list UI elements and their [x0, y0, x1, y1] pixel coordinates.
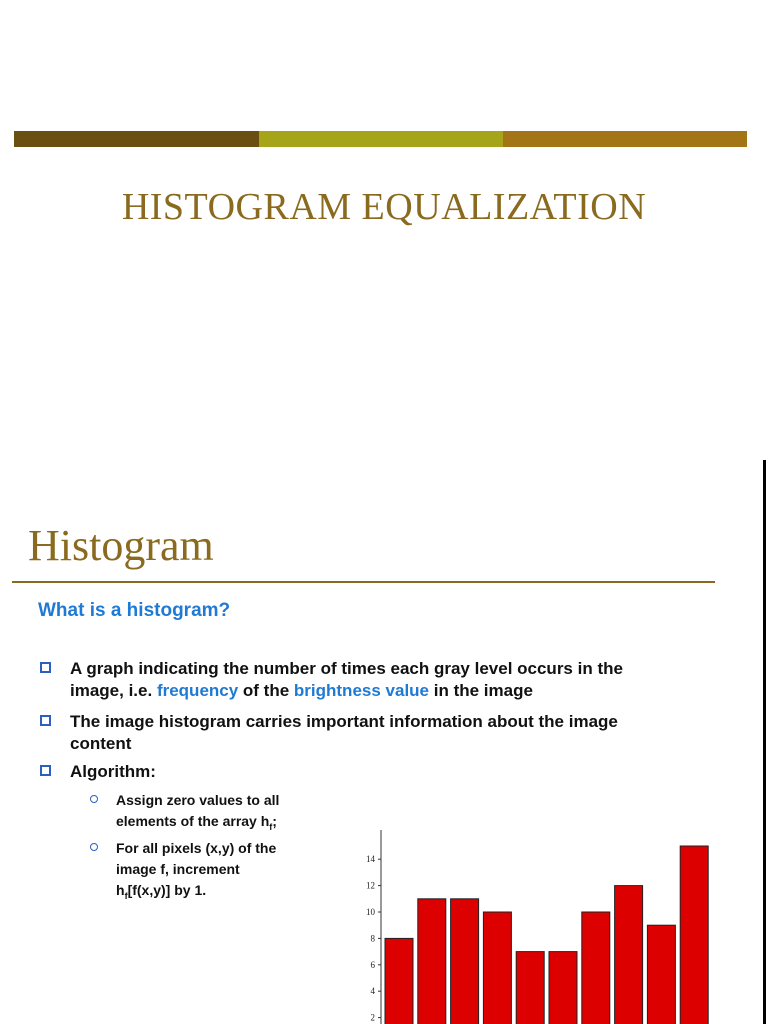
question-heading: What is a histogram?: [38, 600, 231, 621]
text: of the: [238, 681, 294, 700]
text: h: [116, 882, 125, 898]
sub-bullet-increment: [90, 838, 330, 902]
bullet-information: [42, 711, 742, 757]
y-tick-label: 14: [366, 854, 375, 865]
text: ;: [272, 813, 277, 829]
text: [f(x,y)] by 1.: [127, 882, 207, 898]
square-bullet-icon: [40, 765, 51, 776]
text: elements of the array h: [116, 813, 270, 829]
sub-bullet-line: [116, 811, 277, 838]
histogram-bar-1: [385, 938, 413, 1024]
histogram-bar-3: [451, 899, 479, 1024]
slide-title: HISTOGRAM EQUALIZATION: [121, 186, 647, 228]
bullet-line: Algorithm:: [70, 762, 156, 781]
bullet-definition: [42, 658, 742, 704]
heading-rule: [12, 581, 715, 583]
square-bullet-icon: [40, 715, 51, 726]
subscript: f: [269, 821, 273, 832]
text: in the image: [429, 681, 533, 700]
sub-bullet-line: Assign zero values to all: [116, 792, 280, 808]
slide-histogram: [0, 460, 768, 1024]
y-tick-label: 10: [366, 907, 375, 917]
square-bullet-icon: [40, 662, 51, 673]
bullet-line: content: [70, 734, 132, 753]
sub-bullet-line: [116, 880, 206, 907]
slide-histogram-equalization: [0, 0, 768, 460]
circle-bullet-icon: [90, 795, 98, 803]
histogram-bar-2: [418, 899, 446, 1024]
y-tick-label: 8: [370, 933, 375, 944]
subscript: f: [124, 890, 128, 901]
highlight-brightness-value: brightness value: [293, 681, 430, 700]
histogram-bar-4: [483, 912, 511, 1024]
text: image, i.e.: [70, 681, 157, 700]
sub-bullet-assign: [90, 790, 330, 834]
histogram-bar-5: [516, 952, 544, 1024]
histogram-bar-8: [615, 886, 643, 1024]
histogram-bar-7: [582, 912, 610, 1024]
y-tick-label: 2: [370, 1012, 375, 1023]
highlight-frequency: frequency: [156, 681, 239, 700]
decor-bar-middle: [259, 131, 503, 147]
y-tick-label: 12: [366, 880, 375, 891]
y-tick-label: 6: [370, 959, 375, 970]
decor-bar-right: [503, 131, 747, 147]
bullet-algorithm: [42, 761, 342, 785]
sub-bullet-line: For all pixels (x,y) of the: [116, 840, 277, 856]
slide-border: [763, 460, 766, 1024]
circle-bullet-icon: [90, 843, 98, 851]
histogram-bar-6: [549, 952, 577, 1024]
slide-heading: Histogram: [28, 521, 214, 570]
decor-bar-left: [14, 131, 259, 147]
bullet-line: A graph indicating the number of times each gray level occurs in the: [70, 659, 623, 678]
bullet-line: [70, 680, 533, 702]
histogram-chart: [355, 830, 715, 1024]
histogram-bar-10: [680, 846, 708, 1024]
sub-bullet-line: image f, increment: [116, 861, 240, 877]
y-tick-label: 4: [370, 986, 375, 997]
histogram-bar-9: [647, 925, 675, 1024]
bullet-line: The image histogram carries important information about the image: [70, 712, 618, 731]
